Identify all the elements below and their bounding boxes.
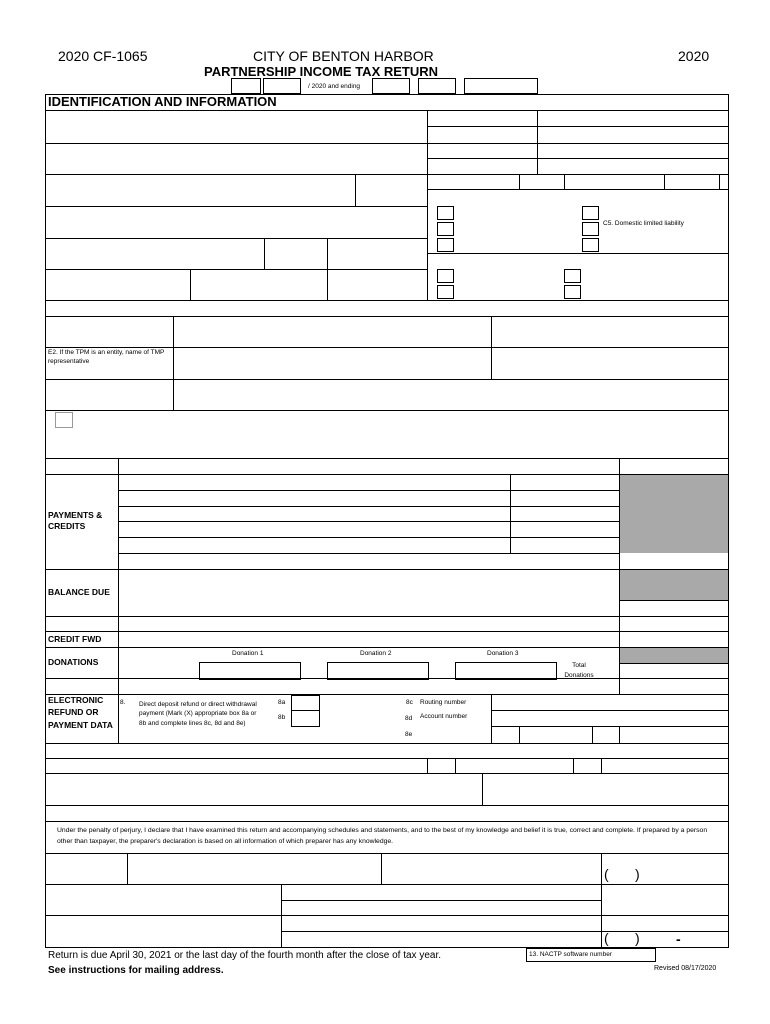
form-title: PARTNERSHIP INCOME TAX RETURN: [204, 64, 439, 79]
total-donations-label: Total Donations: [564, 662, 594, 679]
period-end-year[interactable]: [464, 78, 538, 94]
partnership-name-field[interactable]: [46, 111, 426, 142]
label-balance-due: BALANCE DUE: [48, 587, 110, 597]
shaded-area-payments: [620, 475, 728, 553]
checkbox-c6[interactable]: [582, 238, 599, 252]
preparer-signature-field[interactable]: [46, 885, 280, 914]
line-8-number: 8.: [120, 699, 126, 706]
checkbox-d2[interactable]: [437, 285, 454, 299]
preparer-phone-open-paren: (: [604, 930, 609, 946]
line-8d-label: 8d: [405, 715, 413, 722]
donation-3-label: Donation 3: [487, 650, 519, 657]
checkbox-f[interactable]: [55, 412, 73, 428]
routing-number-field[interactable]: [492, 695, 728, 709]
mailing-instructions: See instructions for mailing address.: [48, 965, 224, 976]
checkbox-c1[interactable]: [437, 206, 454, 220]
checkbox-d1[interactable]: [437, 269, 454, 283]
checkbox-c5-domestic-llc[interactable]: [582, 222, 599, 236]
period-text: / 2020 and ending: [308, 83, 361, 90]
line-8b-label: 8b: [278, 714, 286, 721]
label-credit-fwd: CREDIT FWD: [48, 634, 102, 644]
checkbox-8b[interactable]: [291, 710, 320, 727]
checkbox-d4[interactable]: [564, 285, 581, 299]
form-id: 2020 CF-1065: [58, 48, 148, 64]
period-end-month[interactable]: [372, 78, 410, 94]
account-number-field[interactable]: [492, 711, 728, 725]
line-8e-label: 8e: [405, 731, 413, 738]
preparer-phone-close-paren: ): [635, 930, 640, 946]
e2-label: E2. If the TPM is an entity, name of TMP representative: [48, 349, 165, 366]
city-name: CITY OF BENTON HARBOR: [253, 48, 434, 64]
label-payments-credits: PAYMENTS & CREDITS: [48, 510, 103, 532]
nactp-label: 13. NACTP software number: [529, 951, 612, 958]
line-8c-label: 8c: [406, 699, 413, 706]
phone-close-paren: ): [635, 866, 640, 882]
period-end-day[interactable]: [418, 78, 456, 94]
revised-date: Revised 08/17/2020: [654, 965, 717, 972]
phone-dash: -: [676, 931, 681, 947]
label-electronic: ELECTRONIC REFUND OR PAYMENT DATA: [48, 695, 113, 730]
shaded-area-balance: [620, 570, 728, 600]
checkbox-c2[interactable]: [437, 222, 454, 236]
checkbox-8a[interactable]: [291, 695, 320, 711]
c5-label: C5. Domestic limited liability: [603, 220, 684, 227]
checkbox-d3[interactable]: [564, 269, 581, 283]
phone-open-paren: (: [604, 866, 609, 882]
checkbox-c3[interactable]: [437, 238, 454, 252]
address-field[interactable]: [46, 144, 426, 173]
city-state-zip-field[interactable]: [46, 175, 354, 205]
tax-year: 2020: [678, 48, 710, 64]
donation-2-label: Donation 2: [360, 650, 392, 657]
period-begin-month[interactable]: [231, 78, 261, 94]
account-label: Account number: [420, 713, 468, 720]
declaration-text: Under the penalty of perjury, I declare that I have examined this return and accompanying schedules and statements, and to the best of my knowledge and belief it is true, correct and complete. If prepared by a person other than taxpayer, the preparer's declaration is based on all information of which preparer has any knowledge.: [57, 827, 708, 845]
section-title: IDENTIFICATION AND INFORMATION: [48, 94, 277, 109]
due-date-text: Return is due April 30, 2021 or the last day of the fourth month after the close of tax year.: [48, 950, 442, 961]
checkbox-c4[interactable]: [582, 206, 599, 220]
routing-label: Routing number: [420, 699, 467, 706]
label-donations: DONATIONS: [48, 657, 99, 667]
donation-1-label: Donation 1: [232, 650, 264, 657]
line-8a-label: 8a: [278, 699, 286, 706]
line-8-instructions: Direct deposit refund or direct withdrawal payment (Mark (X) appropriate box 8a or 8b and complete lines 8c, 8d and 8e): [139, 701, 257, 727]
taxpayer-signature-field[interactable]: [128, 854, 380, 883]
shaded-area-donations: [620, 648, 728, 663]
period-begin-day[interactable]: [263, 78, 301, 94]
